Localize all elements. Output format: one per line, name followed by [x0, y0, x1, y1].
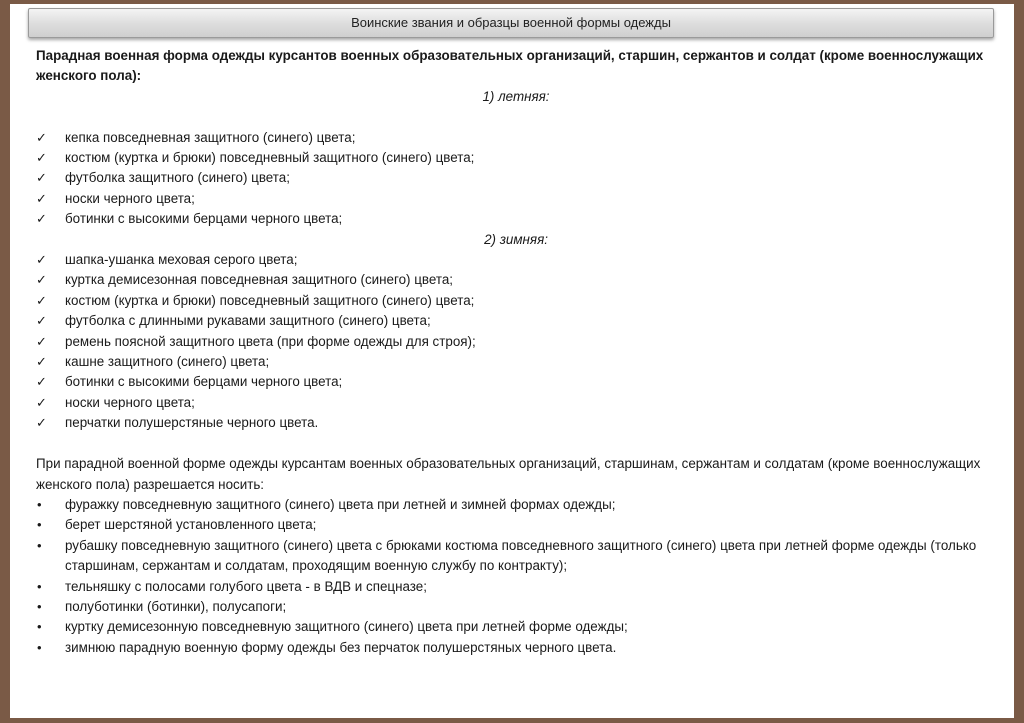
- winter-list: [36, 250, 996, 434]
- check-icon: ✓: [36, 394, 47, 410]
- slide: [10, 4, 1014, 718]
- list-item: [36, 577, 996, 597]
- check-icon: ✓: [36, 211, 47, 227]
- list-item-text: рубашку повседневную защитного (синего) цвета с брюками костюма повседневного защитного (синего) цвета при летней форме одежды (только старшинам, сержантам и солдатам, проходящим военную службу по контракту);: [65, 537, 977, 574]
- list-item: [36, 597, 996, 617]
- list-item-text: кепка повседневная защитного (синего) цвета;: [65, 129, 356, 145]
- bullet-icon: •: [37, 619, 42, 635]
- list-item-text: футболка с длинными рукавами защитного (синего) цвета;: [65, 313, 431, 329]
- list-item-text: носки черного цвета;: [65, 394, 195, 410]
- list-item-text: куртка демисезонная повседневная защитного (синего) цвета;: [65, 272, 453, 288]
- list-item-text: ремень поясной защитного цвета (при форме одежды для строя);: [65, 333, 476, 349]
- list-item-text: перчатки полушерстяные черного цвета.: [65, 415, 319, 431]
- section-heading: Парадная военная форма одежды курсантов военных образовательных организаций, старшин, сержантов и солдат (кроме военнослужащих женского пола):: [36, 48, 984, 84]
- list-item-text: ботинки с высокими берцами черного цвета;: [65, 211, 343, 227]
- list-item: [36, 332, 996, 352]
- list-item: [36, 270, 996, 290]
- bullet-icon: •: [37, 598, 42, 614]
- bullet-icon: •: [37, 537, 42, 553]
- list-item: [36, 148, 996, 168]
- check-icon: ✓: [36, 272, 47, 288]
- spacer: [36, 107, 996, 127]
- allowed-intro: При парадной военной форме одежды курсантам военных образовательных организаций, старшинам, сержантам и солдатам (кроме военнослужащих женского пола) разрешается носить:: [36, 456, 981, 492]
- list-item-text: костюм (куртка и брюки) повседневный защитного (синего) цвета;: [65, 150, 475, 166]
- check-icon: ✓: [36, 415, 47, 431]
- list-item: [36, 393, 996, 413]
- check-icon: ✓: [36, 313, 47, 329]
- list-item: [36, 372, 996, 392]
- list-item-text: костюм (куртка и брюки) повседневный защитного (синего) цвета;: [65, 292, 475, 308]
- list-item: [36, 250, 996, 270]
- bullet-icon: •: [37, 578, 42, 594]
- list-item-text: тельняшку с полосами голубого цвета - в ВДВ и спецназе;: [65, 578, 427, 594]
- check-icon: ✓: [36, 150, 47, 166]
- check-icon: ✓: [36, 374, 47, 390]
- list-item: [36, 617, 996, 637]
- check-icon: ✓: [36, 190, 47, 206]
- summer-list: [36, 128, 996, 230]
- winter-label: 2) зимняя:: [484, 231, 548, 247]
- list-item: [36, 536, 996, 577]
- summer-label: 1) летняя:: [482, 88, 550, 104]
- list-item: [36, 189, 996, 209]
- bullet-icon: •: [37, 496, 42, 512]
- list-item: [36, 311, 996, 331]
- list-item-text: кашне защитного (синего) цвета;: [65, 354, 270, 370]
- list-item-text: ботинки с высокими берцами черного цвета;: [65, 374, 343, 390]
- list-item: [36, 638, 996, 658]
- check-icon: ✓: [36, 333, 47, 349]
- list-item-text: носки черного цвета;: [65, 190, 195, 206]
- list-item-text: фуражку повседневную защитного (синего) цвета при летней и зимней формах одежды;: [65, 496, 616, 512]
- check-icon: ✓: [36, 252, 47, 268]
- list-item: [36, 209, 996, 229]
- list-item-text: куртку демисезонную повседневную защитного (синего) цвета при летней форме одежды;: [65, 619, 628, 635]
- check-icon: ✓: [36, 292, 47, 308]
- list-item-text: шапка-ушанка меховая серого цвета;: [65, 252, 298, 268]
- bullet-icon: •: [37, 517, 42, 533]
- spacer: [36, 434, 996, 454]
- list-item-text: берет шерстяной установленного цвета;: [65, 517, 317, 533]
- list-item-text: полуботинки (ботинки), полусапоги;: [65, 598, 287, 614]
- list-item: [36, 168, 996, 188]
- list-item: [36, 352, 996, 372]
- list-item-text: зимнюю парадную военную форму одежды без перчаток полушерстяных черного цвета.: [65, 639, 617, 655]
- check-icon: ✓: [36, 129, 47, 145]
- list-item: [36, 291, 996, 311]
- list-item: [36, 128, 996, 148]
- list-item: [36, 413, 996, 433]
- list-item: [36, 495, 996, 515]
- slide-content: [36, 46, 996, 658]
- check-icon: ✓: [36, 170, 47, 186]
- allowed-list: [36, 495, 996, 658]
- check-icon: ✓: [36, 354, 47, 370]
- list-item: [36, 515, 996, 535]
- list-item-text: футболка защитного (синего) цвета;: [65, 170, 290, 186]
- bullet-icon: •: [37, 639, 42, 655]
- slide-title: Воинские звания и образцы военной формы одежды: [28, 8, 994, 38]
